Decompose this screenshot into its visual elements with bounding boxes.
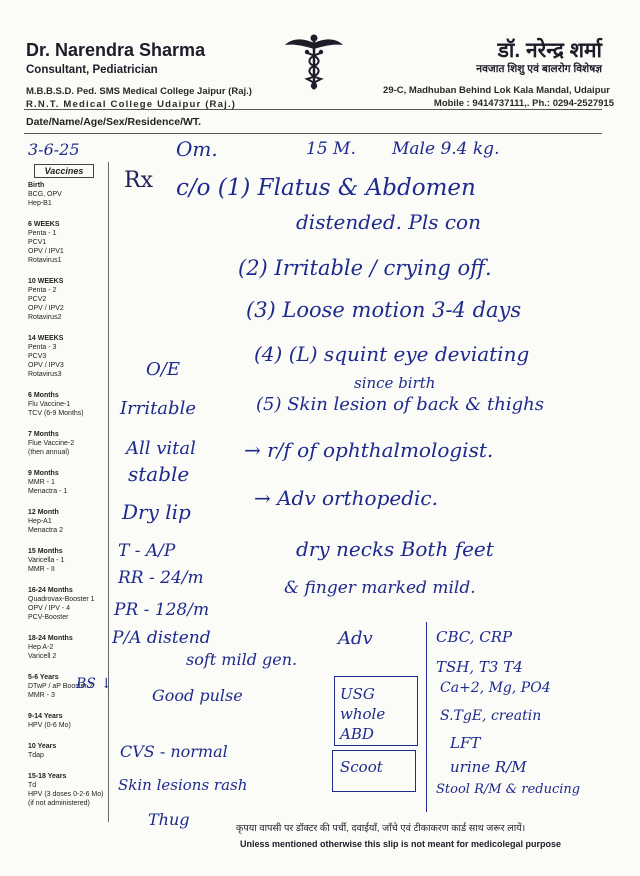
usg-note: USG whole ABD xyxy=(340,685,386,743)
exam-note: BS ↓ xyxy=(76,676,113,692)
handwritten-age: 15 M. xyxy=(306,139,356,159)
exam-note: T - A/P xyxy=(118,541,176,561)
note-line: & finger marked mild. xyxy=(284,578,476,598)
contact-numbers: Mobile : 9414737111,. Ph.: 0294-2527915 xyxy=(433,98,614,109)
vaccine-item: MMR - II xyxy=(28,566,55,573)
exam-note: P/A distend xyxy=(112,628,211,648)
handwritten-patient-name: Om. xyxy=(176,137,218,161)
vaccine-item: Flu Vaccine-1 xyxy=(28,401,71,408)
note-line: c/o (1) Flatus & Abdomen xyxy=(176,175,476,201)
vaccines-heading: Vaccines xyxy=(34,164,94,178)
doctor-name-hindi: डॉ. नरेन्द्र शर्मा xyxy=(497,39,602,62)
vaccine-item: PCV-Booster xyxy=(28,614,69,621)
doctor-title-hindi: नवजात शिशु एवं बालरोग विशेषज्ञ xyxy=(476,63,602,75)
vaccine-item: Hep-A1 xyxy=(28,518,52,525)
exam-note: Irritable xyxy=(120,398,196,419)
vaccine-item: Varicella - 1 xyxy=(28,557,65,564)
lab-test: Ca+2, Mg, PO4 xyxy=(440,680,551,696)
vaccine-age: 9-14 Years xyxy=(28,713,63,720)
exam-note: All vital xyxy=(126,438,196,459)
vaccine-item: Hep A-2 xyxy=(28,644,54,651)
qualification-line-1: M.B.B.S.D. Ped. SMS Medical College Jaipur (Raj.) xyxy=(26,86,252,97)
lab-test: Stool R/M & reducing xyxy=(436,782,581,797)
note-line: since birth xyxy=(354,374,436,392)
vaccine-age: 15-18 Years xyxy=(28,773,67,780)
vaccine-item: MMR - 3 xyxy=(28,692,55,699)
doctor-title: Consultant, Pediatrician xyxy=(26,64,158,76)
vaccine-item: Penta - 3 xyxy=(28,344,57,351)
vaccine-item: Rotavirus1 xyxy=(28,257,62,264)
vaccine-age: 6 WEEKS xyxy=(28,221,60,228)
vaccine-group xyxy=(28,469,108,496)
vaccine-item: Quadrovax-Booster 1 xyxy=(28,596,95,603)
vaccine-item: (then annual) xyxy=(28,449,70,456)
exam-note: PR - 128/m xyxy=(114,600,210,620)
footer-disclaimer: Unless mentioned otherwise this slip is not meant for medicolegal purpose xyxy=(240,839,562,849)
vaccine-age: 12 Month xyxy=(28,509,59,516)
details-divider xyxy=(24,133,602,134)
lab-test: urine R/M xyxy=(450,758,527,776)
vaccine-item: HPV (0-6 Mo) xyxy=(28,722,71,729)
vaccine-age: 7 Months xyxy=(28,431,59,438)
scoot-note: Scoot xyxy=(340,758,383,776)
vaccine-item: MMR - 1 xyxy=(28,479,55,486)
note-line: → Adv orthopedic. xyxy=(254,486,438,510)
vaccine-group xyxy=(28,634,108,661)
header-divider xyxy=(24,109,602,110)
vaccine-item: DTwP / aP Booster 2 xyxy=(28,683,93,690)
vaccine-item: OPV / IPV - 4 xyxy=(28,605,71,612)
vaccine-item: Td xyxy=(28,782,37,789)
vaccine-group xyxy=(28,712,108,730)
exam-note: RR - 24/m xyxy=(118,568,204,588)
vaccine-item: Hep-B1 xyxy=(28,200,52,207)
vaccine-item: BCG, OPV xyxy=(28,191,62,198)
vaccine-item: OPV / IPV3 xyxy=(28,362,64,369)
footer-note-hindi: कृपया वापसी पर डॉक्टर की पर्ची, दवाईयाँ, जाँचे एवं टीकाकरण कार्ड साथ जरूर लायें। xyxy=(236,823,526,834)
vaccine-group xyxy=(28,430,108,457)
vaccine-item: Rotavirus2 xyxy=(28,314,62,321)
vaccine-age: 16-24 Months xyxy=(28,587,73,594)
exam-note: Dry lip xyxy=(122,500,191,524)
note-line: distended. Pls con xyxy=(296,210,481,234)
lab-test: LFT xyxy=(450,734,481,752)
exam-note: Thug xyxy=(148,810,190,829)
note-line: → r/f of ophthalmologist. xyxy=(244,438,494,462)
vaccine-item: Varicell 2 xyxy=(28,653,57,660)
handwritten-sex-weight: Male 9.4 kg. xyxy=(392,139,500,159)
note-line: (3) Loose motion 3-4 days xyxy=(246,298,522,322)
exam-note: CVS - normal xyxy=(120,742,228,761)
vaccine-group xyxy=(28,772,108,808)
vaccine-group xyxy=(28,547,108,574)
note-line: dry necks Both feet xyxy=(296,537,494,561)
caduceus-logo-icon xyxy=(283,33,345,91)
vaccine-item: HPV (3 doses 0-2-6 Mo) xyxy=(28,791,104,798)
patient-details-label: Date/Name/Age/Sex/Residence/WT. xyxy=(26,116,202,128)
vaccine-item: OPV / IPV1 xyxy=(28,248,64,255)
lab-test: CBC, CRP xyxy=(436,628,513,646)
vaccine-item: Penta - 2 xyxy=(28,287,57,294)
vaccine-group xyxy=(28,391,108,418)
note-line: (4) (L) squint eye deviating xyxy=(254,342,530,366)
vaccine-item: Flue Vaccine-2 xyxy=(28,440,75,447)
rx-symbol: Rx xyxy=(124,168,153,193)
vaccine-group xyxy=(28,586,108,622)
exam-note: Skin lesions rash xyxy=(118,776,248,794)
vaccine-age: 5-6 Years xyxy=(28,674,59,681)
vaccine-age: 14 WEEKS xyxy=(28,335,64,342)
lab-tests-bracket xyxy=(426,622,428,812)
vaccine-group xyxy=(28,181,108,208)
qualification-line-2: R.N.T. Medical College Udaipur (Raj.) xyxy=(26,99,237,110)
exam-note: soft mild gen. xyxy=(186,650,298,669)
exam-note: O/E xyxy=(146,359,180,380)
vaccine-group xyxy=(28,220,108,265)
vaccine-group xyxy=(28,742,108,760)
vaccine-item: OPV / IPV2 xyxy=(28,305,64,312)
handwritten-date: 3-6-25 xyxy=(28,140,80,159)
doctor-name: Dr. Narendra Sharma xyxy=(26,40,206,60)
vaccine-age: 10 WEEKS xyxy=(28,278,64,285)
vaccine-age: 15 Months xyxy=(28,548,63,555)
vaccine-age: 9 Months xyxy=(28,470,59,477)
vaccine-item: Penta - 1 xyxy=(28,230,57,237)
lab-test: S.TgE, creatin xyxy=(440,708,542,724)
vaccine-group xyxy=(28,334,108,379)
vaccine-item: Tdap xyxy=(28,752,44,759)
note-advice: Adv xyxy=(338,628,373,649)
lab-test: TSH, T3 T4 xyxy=(436,658,523,676)
vaccine-age: 6 Months xyxy=(28,392,59,399)
vaccine-age: Birth xyxy=(28,182,45,189)
exam-note: stable xyxy=(128,462,190,486)
vaccine-item: Rotavirus3 xyxy=(28,371,62,378)
vaccine-group xyxy=(28,508,108,535)
note-line: (5) Skin lesion of back & thighs xyxy=(256,394,544,415)
vaccine-item: TCV (6-9 Months) xyxy=(28,410,84,417)
vaccine-item: Menactra - 1 xyxy=(28,488,68,495)
clinic-address: 29-C, Madhuban Behind Lok Kala Mandal, Udaipur xyxy=(383,85,610,96)
vaccine-item: PCV3 xyxy=(28,353,47,360)
vaccine-age: 10 Years xyxy=(28,743,57,750)
vaccine-item: Menactra 2 xyxy=(28,527,64,534)
note-line: (2) Irritable / crying off. xyxy=(238,256,492,280)
vaccine-item: (if not administered) xyxy=(28,800,90,807)
vaccine-group xyxy=(28,277,108,322)
vaccine-age: 18-24 Months xyxy=(28,635,73,642)
vaccine-item: PCV2 xyxy=(28,296,47,303)
vaccine-item: PCV1 xyxy=(28,239,47,246)
exam-note: Good pulse xyxy=(152,686,243,705)
